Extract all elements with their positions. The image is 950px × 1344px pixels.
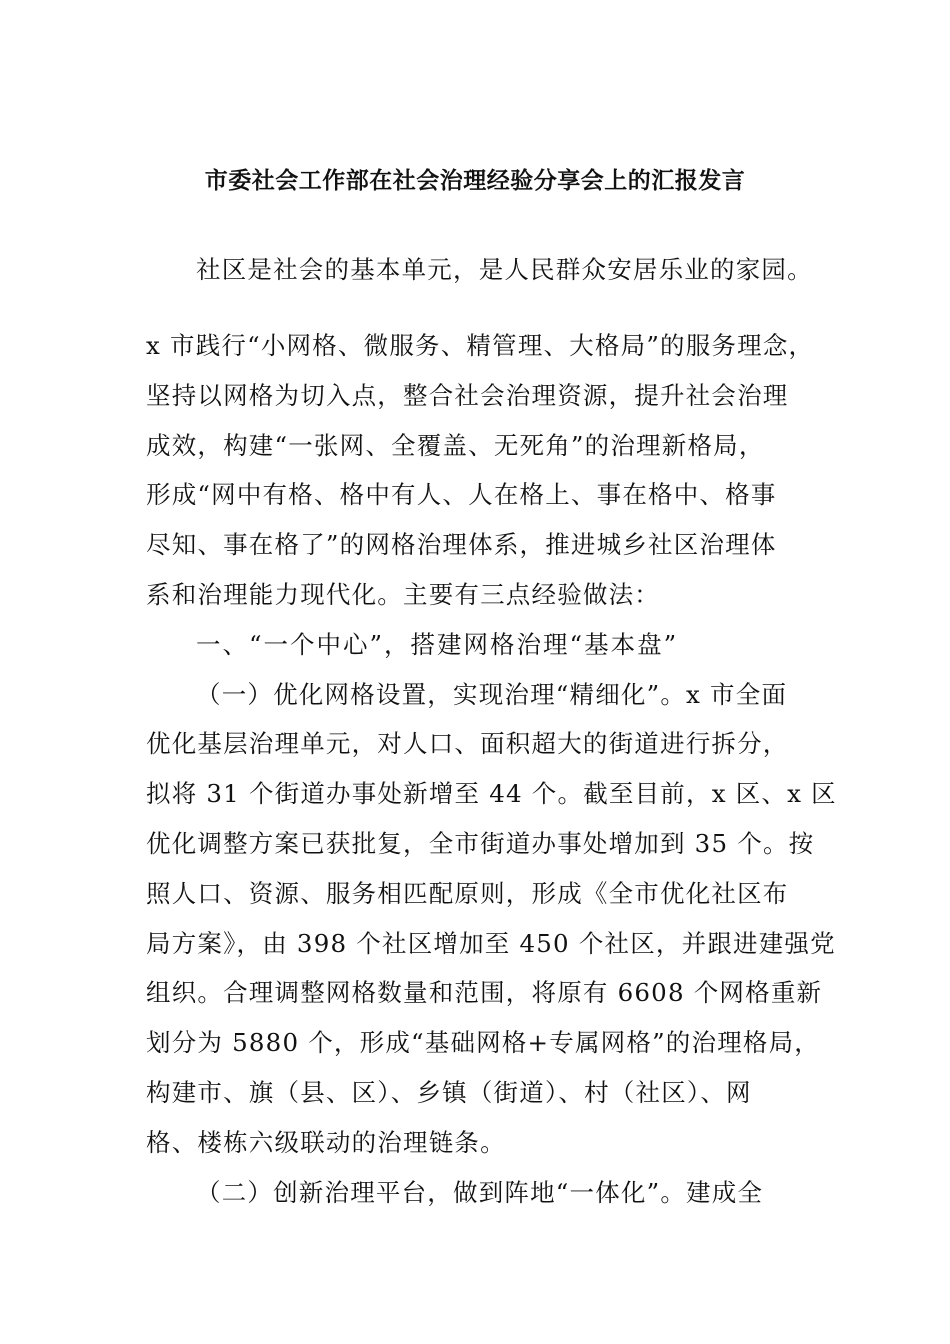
body-line: 格、楼栋六级联动的治理链条。 (146, 1128, 506, 1157)
document-title: 市委社会工作部在社会治理经验分享会上的汇报发言 (204, 168, 746, 194)
body-line: 优化调整方案已获批复，全市街道办事处增加到 35 个。按 (146, 829, 815, 858)
body-line: 局方案》，由 398 个社区增加至 450 个社区，并跟进建强党 (146, 929, 836, 958)
body-line: 优化基层治理单元，对人口、面积超大的街道进行拆分， (146, 729, 789, 758)
body-line: 组织。合理调整网格数量和范围，将原有 6608 个网格重新 (146, 978, 823, 1007)
body-line: 坚持以网格为切入点，整合社会治理资源，提升社会治理 (146, 381, 789, 410)
subsection-heading: （一）优化网格设置，实现治理“精细化”。x 市全面 (196, 680, 788, 709)
subsection-heading: （二）创新治理平台，做到阵地“一体化”。建成全 (196, 1178, 764, 1207)
body-line: 系和治理能力现代化。主要有三点经验做法： (146, 580, 660, 609)
body-line: 划分为 5880 个，形成“基础网格+专属网格”的治理格局， (146, 1028, 821, 1057)
body-line: 社区是社会的基本单元，是人民群众安居乐业的家园。 (196, 255, 813, 284)
body-line: 拟将 31 个街道办事处新增至 44 个。截至目前，x 区、x 区 (146, 779, 837, 808)
body-line: 成效，构建“一张网、全覆盖、无死角”的治理新格局， (146, 431, 765, 460)
body-line: 构建市、旗（县、区）、乡镇（街道）、村（社区）、网 (146, 1078, 752, 1107)
body-line: 尽知、事在格了”的网格治理体系，推进城乡社区治理体 (146, 530, 777, 559)
body-line: 形成“网中有格、格中有人、人在格上、事在格中、格事 (146, 480, 777, 509)
body-line: 照人口、资源、服务相匹配原则，形成《全市优化社区布 (146, 879, 789, 908)
body-line: x 市践行“小网格、微服务、精管理、大格局”的服务理念， (146, 331, 815, 360)
section-heading: 一、“一个中心”，搭建网格治理“基本盘” (196, 630, 679, 659)
